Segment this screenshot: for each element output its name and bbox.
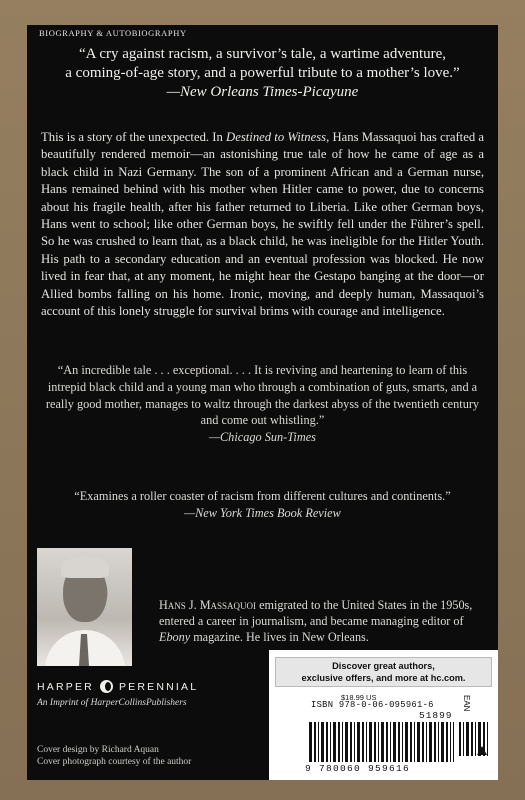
lead-quote-attribution: —New Orleans Times-Picayune xyxy=(166,84,359,100)
publisher-logo xyxy=(37,680,257,693)
review-quote-text: “An incredible tale . . . exceptional. . . . It is reviving and heartening to learn of this intrepid black child and a young man who through a combination of guts, smarts, and a really good mother, manages to waltz through the darkest abyss of the twentieth century and come out whistling.” xyxy=(45,363,480,428)
review-quote-attribution: —Chicago Sun-Times xyxy=(209,430,316,445)
blurb-text: , Hans Massaquoi has crafted a beautifully rendered memoir—an astonishing true tale of how he came of age as a black child in Nazi Germany. The son of a prominent African and a German nurse, Hans remained behind with his mother when Hitler came to power, due to concerns about his fragile health, after his father returned to Liberia. Like other German boys, Hans went to school; like other German boys, he swiftly fell under the Führer’s spell. So he was crushed to learn that, as a black child, he was ineligible for the Hitler Youth. His path to a secondary education and an eventual profession was blocked. He now lived in fear that, at any moment, he might hear the Gestapo banging at the door—or Allied bombs falling on his home. Ironic, moving, and deeply human, Massaquoi’s account of this lonely struggle for survival brims with courage and intelligence. xyxy=(41,130,484,319)
promo-line: Discover great authors, xyxy=(332,661,435,671)
promo-line: exclusive offers, and more at hc.com. xyxy=(301,673,466,683)
author-bio-text: emigrated to the United States in the 1950s, entered a career in journalism, and became managing editor of xyxy=(159,598,473,628)
review-quote-2 xyxy=(41,488,484,522)
author-photo xyxy=(37,548,132,666)
imprint-line: An Imprint of HarperCollinsPublishers xyxy=(37,698,187,708)
lead-quote xyxy=(27,45,498,102)
isbn-number: ISBN 978-0-06-095961-6 xyxy=(311,700,434,710)
review-quote-attribution: —New York Times Book Review xyxy=(184,505,341,520)
cover-credits xyxy=(37,744,191,768)
cover-photo-credit: Cover photograph courtesy of the author xyxy=(37,757,192,767)
cover-design-credit: Cover design by Richard Aquan xyxy=(37,745,159,755)
review-quote-text: “Examines a roller coaster of racism from different cultures and continents.” xyxy=(74,489,451,503)
lead-quote-line: a coming-of-age story, and a powerful tribute to a mother’s love.” xyxy=(65,65,460,81)
promo-banner xyxy=(275,657,492,687)
addon-digits: 51899 xyxy=(419,710,453,721)
flame-icon xyxy=(100,680,113,693)
review-quote-1 xyxy=(41,362,484,446)
author-bio-text: magazine. He lives in New Orleans. xyxy=(190,630,369,644)
magazine-name: Ebony xyxy=(159,630,191,644)
barcode-digits: 9 780060 959616 xyxy=(305,763,411,774)
barcode-graphic xyxy=(309,722,454,762)
triangle-icon xyxy=(477,746,487,755)
category-label: BIOGRAPHY & AUTOBIOGRAPHY xyxy=(39,28,187,38)
book-description xyxy=(41,129,484,320)
lead-quote-line: “A cry against racism, a survivor’s tale, a wartime adventure, xyxy=(78,46,447,62)
author-name: Hans J. Massaquoi xyxy=(159,598,257,612)
ean-label: EAN xyxy=(462,695,471,712)
author-bio xyxy=(159,597,484,645)
barcode-box xyxy=(269,650,498,780)
blurb-text: This is a story of the unexpected. In xyxy=(41,130,227,144)
cover-panel xyxy=(27,25,498,780)
price-label: $18.99 US xyxy=(341,693,377,702)
logo-text-left: HARPER xyxy=(37,680,94,693)
publisher-block xyxy=(37,680,257,708)
logo-text-right: PERENNIAL xyxy=(118,680,199,693)
book-title: Destined to Witness xyxy=(226,130,327,144)
